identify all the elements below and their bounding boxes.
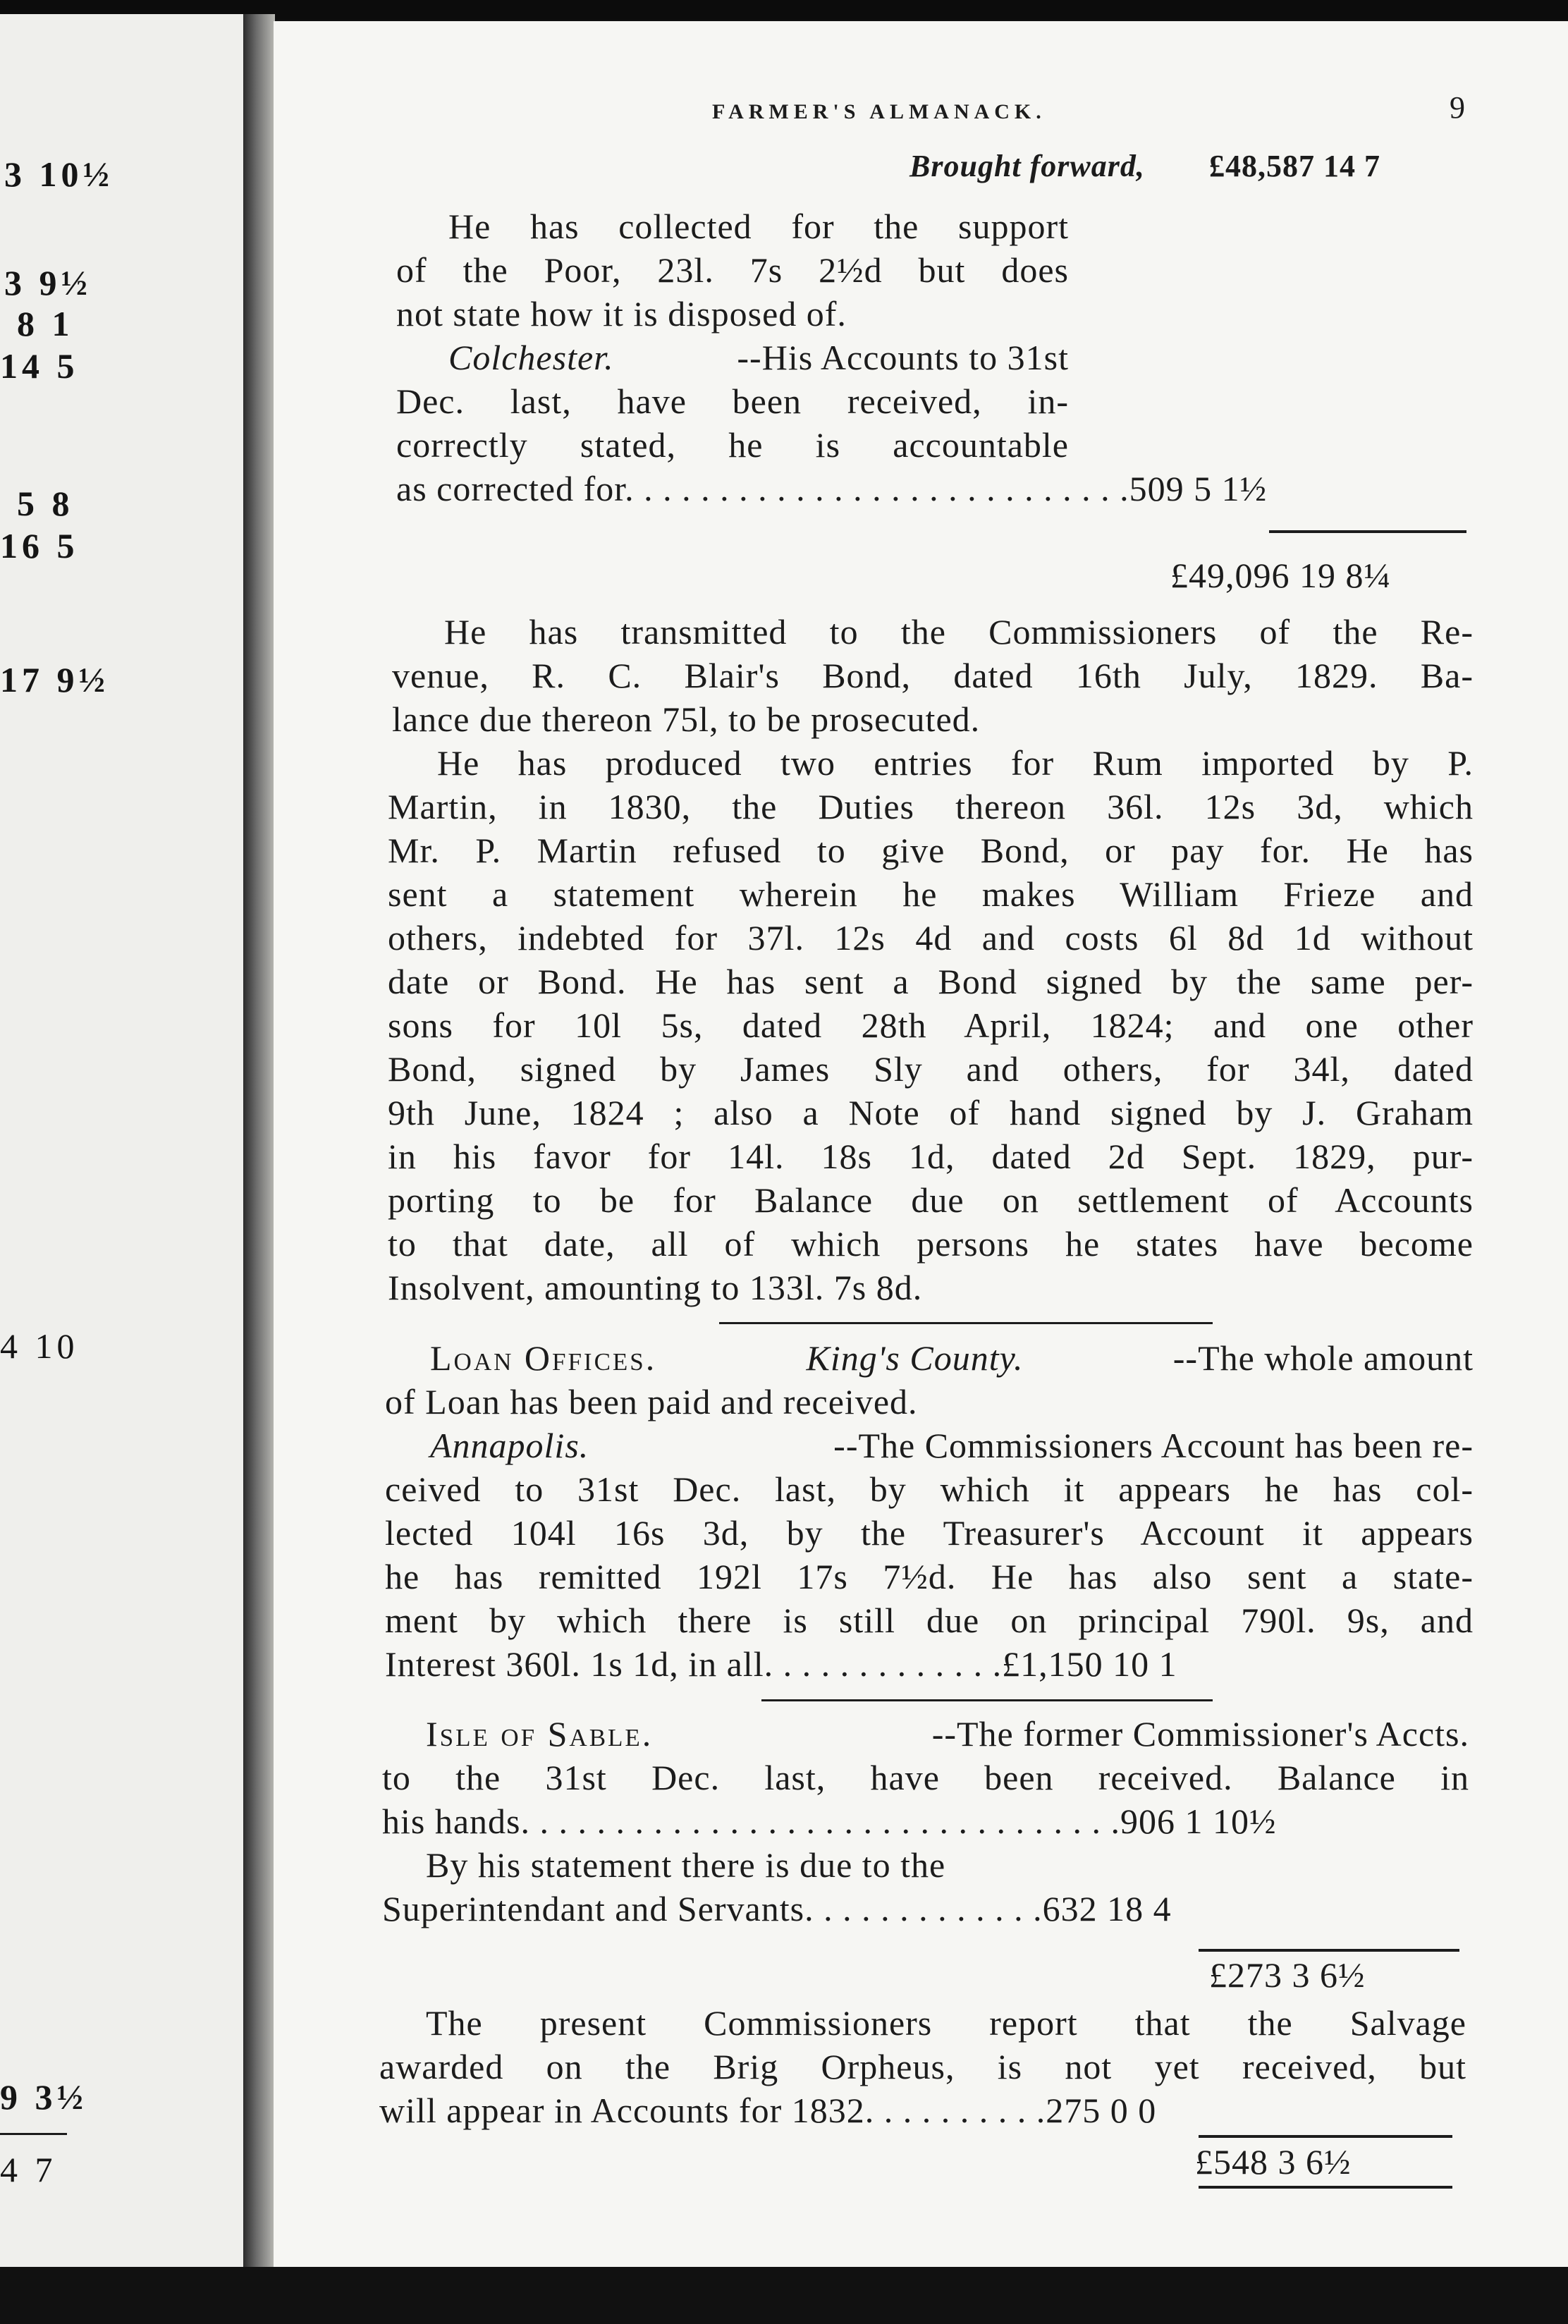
annapolis-line — [430, 1424, 1474, 1467]
text-line: sons for 10l 5s, dated 28th April, 1824; and one other — [388, 1005, 1474, 1045]
text-line: in his favor for 14l. 18s 1d, dated 2d Sept. 1829, pur- — [388, 1137, 1474, 1176]
brought-forward-label: Brought forward, — [909, 149, 1145, 183]
text-line: lance due thereon 75l, to be prosecuted. — [392, 699, 981, 739]
bottom-scan-border — [0, 2267, 1568, 2324]
margin-number: 14 5 — [0, 346, 79, 386]
ledger-line: Superintendant and Servants. . . . . . . . . . . . .632 18 4 — [382, 1889, 1172, 1928]
text-line: ment by which there is still due on principal 790l. 9s, and — [385, 1601, 1474, 1640]
running-header: FARMER'S ALMANACK. — [712, 100, 1046, 123]
text-line: Mr. P. Martin refused to give Bond, or pay for. He has — [388, 831, 1474, 870]
ledger-line: Interest 360l. 1s 1d, in all. . . . . . . . . . . . .£1,150 10 1 — [385, 1644, 1177, 1684]
text-line: venue, R. C. Blair's Bond, dated 16th July, 1829. Ba- — [392, 656, 1474, 695]
isle-of-sable-heading: Isle of Sable. — [426, 1714, 654, 1754]
margin-number: 16 5 — [0, 526, 79, 565]
text-line: 9th June, 1824 ; also a Note of hand signed by J. Graham — [388, 1093, 1474, 1132]
ledger-line: his hands. . . . . . . . . . . . . . . . . . . . . . . . . . . . . . . .906 1 10½ — [382, 1802, 1277, 1841]
margin-number: 3 9½ — [4, 263, 92, 302]
loan-offices-heading: Loan Offices. — [430, 1338, 657, 1378]
text-line: Dec. last, have been received, in- — [396, 381, 1069, 421]
margin-number: 4 10 — [0, 1326, 79, 1366]
text-line: to that date, all of which persons he states have become — [388, 1224, 1474, 1264]
ledger-line: as corrected for. . . . . . . . . . . . . . . . . . . . . . . . . . .509 5 1½ — [396, 469, 1268, 508]
brought-forward-amount: £48,587 14 7 — [1209, 149, 1380, 183]
margin-number: 4 7 — [0, 2150, 57, 2189]
text-line: of the Poor, 23l. 7s 2½d but does — [396, 250, 1069, 290]
text-line: Martin, in 1830, the Duties thereon 36l. 12s 3d, which — [388, 787, 1474, 826]
text-line: of Loan has been paid and received. — [385, 1382, 918, 1421]
text-line: awarded on the Brig Orpheus, is not yet received, but — [379, 2047, 1466, 2086]
text-line: ceived to 31st Dec. last, by which it appears he has col- — [385, 1469, 1474, 1509]
text-line: he has remitted 192l 17s 7½d. He has also sent a state- — [385, 1557, 1474, 1596]
margin-number: 5 8 — [17, 484, 74, 523]
margin-number: 9 3½ — [0, 2077, 87, 2117]
sable-heading-line — [426, 1712, 1469, 1756]
book-gutter — [243, 14, 275, 2267]
text-line: others, indebted for 37l. 12s 4d and costs 6l 8d 1d without — [388, 918, 1474, 958]
colchester-name: Colchester. — [448, 338, 614, 377]
text-line: not state how it is disposed of. — [396, 294, 847, 334]
margin-number: 17 9½ — [0, 660, 109, 699]
sable-text: --The former Commissioner's Accts. — [931, 1714, 1469, 1754]
sum-rule — [1269, 530, 1466, 533]
margin-number: 8 1 — [17, 304, 74, 343]
text-line: correctly stated, he is accountable — [396, 425, 1069, 465]
section-rule — [761, 1699, 1213, 1701]
annapolis-text: --The Commissioners Account has been re- — [833, 1426, 1474, 1465]
margin-number: 3 10½ — [4, 154, 114, 194]
page-number: 9 — [1450, 90, 1466, 125]
ledger-line: will appear in Accounts for 1832. . . . . . . . . .275 0 0 — [379, 2091, 1157, 2130]
grand-total: £548 3 6½ — [1195, 2142, 1352, 2182]
text-line: By his statement there is due to the — [426, 1845, 946, 1885]
running-total: £49,096 19 8¼ — [1170, 556, 1391, 595]
text-line: Insolvent, amounting to 133l. 7s 8d. — [388, 1268, 923, 1307]
text-line: to the 31st Dec. last, have been received. Balance in — [382, 1758, 1469, 1797]
sum-rule — [1199, 2135, 1452, 2138]
text-line: porting to be for Balance due on settlement of Accounts — [388, 1180, 1474, 1220]
loan-heading-line — [430, 1336, 1474, 1380]
text-line: He has collected for the support — [448, 207, 1069, 246]
margin-rule — [0, 2133, 67, 2135]
section-rule — [719, 1322, 1213, 1324]
sable-balance: £273 3 6½ — [1209, 1955, 1366, 1995]
text-line: Bond, signed by James Sly and others, for 34l, dated — [388, 1049, 1474, 1089]
colchester-text: --His Accounts to 31st — [737, 338, 1069, 377]
sum-rule — [1199, 1949, 1459, 1952]
text-line: He has produced two entries for Rum imported by P. — [437, 743, 1474, 783]
text-line: The present Commissioners report that the Salvage — [426, 2003, 1466, 2043]
text-line: He has transmitted to the Commissioners of the Re- — [444, 612, 1474, 652]
text-line: sent a statement wherein he makes William Frieze and — [388, 874, 1474, 914]
text-line: date or Bond. He has sent a Bond signed by the same per- — [388, 962, 1474, 1001]
sum-rule — [1199, 2186, 1452, 2189]
text-line: lected 104l 16s 3d, by the Treasurer's Account it appears — [385, 1513, 1474, 1553]
annapolis-name: Annapolis. — [430, 1426, 589, 1465]
colchester-line — [448, 336, 1069, 379]
loan-text: --The whole amount — [1172, 1338, 1474, 1378]
kings-county: King's County. — [806, 1338, 1024, 1378]
